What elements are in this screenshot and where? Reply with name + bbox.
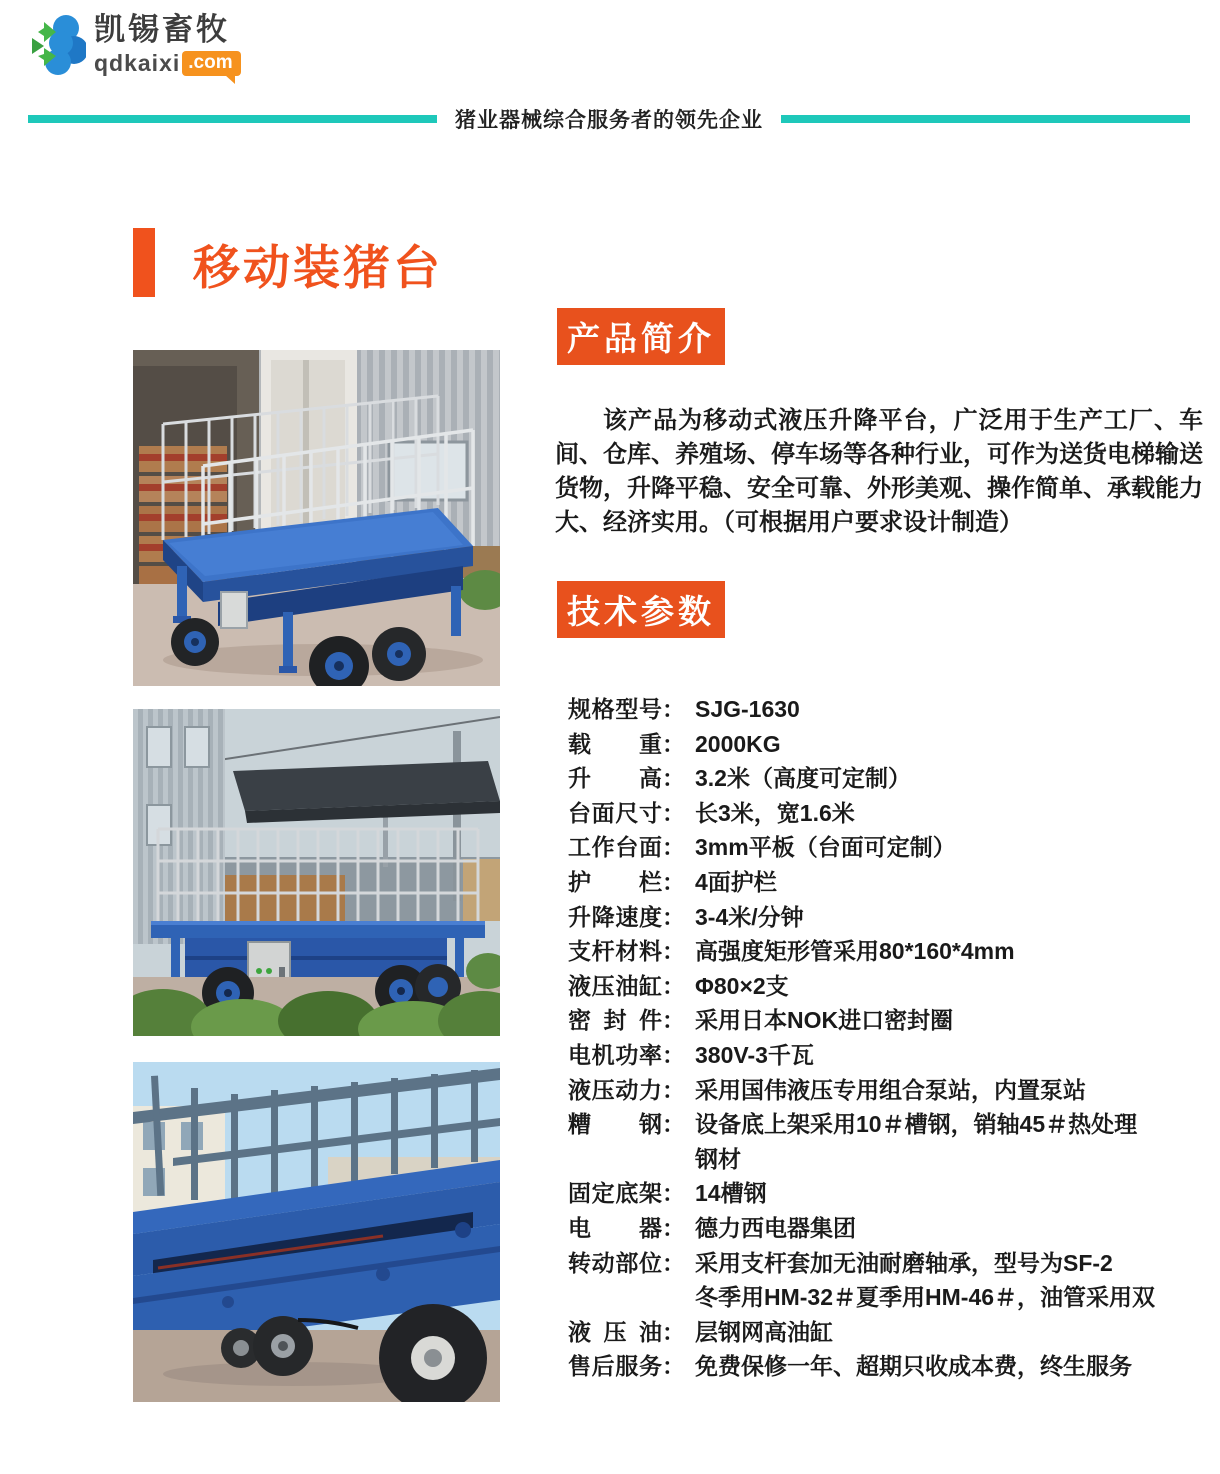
spec-colon: ：: [662, 696, 685, 722]
spec-label: 电机功率: [568, 1041, 662, 1068]
page-title: 移动装猪台: [193, 241, 443, 294]
specs-section-heading: 技术参数: [557, 581, 725, 638]
brand-domain-row: [94, 50, 241, 77]
spec-value: [695, 727, 781, 762]
spec-value-line: 14槽钢: [695, 1180, 767, 1207]
spec-row: [568, 1003, 1200, 1038]
spec-row: [568, 1107, 1200, 1176]
spec-value-line: 2000KG: [695, 730, 781, 757]
spec-label: 护栏: [568, 868, 662, 895]
spec-value: [695, 1246, 1155, 1315]
spec-colon: ：: [662, 903, 685, 930]
spec-label: 规格型号: [568, 696, 662, 722]
spec-row: [568, 934, 1200, 969]
spec-row: [568, 692, 1200, 727]
spec-row: [568, 1315, 1200, 1350]
spec-value: [695, 900, 804, 935]
brand-tagline: 猪业器械综合服务者的领先企业: [455, 109, 763, 132]
spec-value-line: 冬季用HM-32＃夏季用HM-46＃，油管采用双: [695, 1284, 1156, 1311]
spec-value-line: 380V-3千瓦: [695, 1041, 814, 1068]
spec-value-line: 钢材: [695, 1145, 741, 1172]
warehouse-photo-illustration: [133, 350, 500, 686]
spec-colon: ：: [662, 1318, 685, 1345]
spec-value-line: 采用支杆套加无油耐磨轴承，型号为SF-2: [695, 1249, 1113, 1276]
spec-value: [695, 1349, 1132, 1384]
spec-value: [695, 969, 789, 1004]
chassis-photo-illustration: [133, 1062, 500, 1402]
spec-value-line: 4面护栏: [695, 868, 777, 895]
spec-colon: ：: [662, 765, 685, 792]
side-view-photo-illustration: [133, 709, 500, 1036]
spec-value-line: 层钢网高油缸: [695, 1318, 833, 1345]
domain-com-badge: .com: [182, 51, 240, 76]
spec-colon: ：: [662, 799, 685, 826]
spec-value-line: SJG-1630: [695, 696, 800, 722]
spec-value-line: 3mm平板（台面可定制）: [695, 834, 956, 861]
spec-colon: ：: [662, 1214, 685, 1241]
spec-colon: ：: [662, 868, 685, 895]
spec-value: [695, 1073, 1086, 1108]
spec-row: [568, 1349, 1200, 1384]
spec-value: [695, 796, 855, 831]
spec-row: [568, 1246, 1200, 1315]
spec-colon: ：: [662, 1180, 685, 1207]
spec-value: [695, 830, 956, 865]
brand-logo: [30, 12, 241, 77]
spec-label: 固定底架: [568, 1180, 662, 1207]
spec-label: 密封件: [568, 1007, 662, 1034]
spec-value-line: 长3米，宽1.6米: [695, 799, 855, 826]
product-photo-side-view: [133, 709, 500, 1036]
logo-text-block: [94, 12, 241, 77]
spec-row: [568, 900, 1200, 935]
spec-row: [568, 796, 1200, 831]
spec-value: [695, 1038, 814, 1073]
spec-colon: ：: [662, 1249, 685, 1276]
spec-value: [695, 761, 911, 796]
spec-row: [568, 727, 1200, 762]
intro-section-heading: 产品简介: [557, 308, 725, 365]
header-divider: [28, 104, 1190, 134]
spec-colon: ：: [662, 1007, 685, 1034]
spec-list: [568, 692, 1200, 1384]
spec-row: [568, 1038, 1200, 1073]
spec-colon: ：: [662, 834, 685, 861]
spec-row: [568, 1211, 1200, 1246]
brand-name: 凯锡畜牧: [94, 12, 230, 47]
spec-row: [568, 969, 1200, 1004]
spec-value-line: 设备底上架采用10＃槽钢，销轴45＃热处理: [695, 1111, 1138, 1138]
spec-row: [568, 830, 1200, 865]
spec-colon: ：: [662, 1111, 685, 1138]
divider-bar-right: [781, 115, 1190, 123]
spec-value: [695, 1003, 953, 1038]
spec-value-line: 采用国伟液压专用组合泵站，内置泵站: [695, 1076, 1086, 1103]
spec-value-line: 免费保修一年、超期只收成本费，终生服务: [695, 1353, 1132, 1380]
spec-colon: ：: [662, 972, 685, 999]
spec-value-line: 采用日本NOK进口密封圈: [695, 1007, 954, 1034]
spec-row: [568, 1073, 1200, 1108]
spec-value-line: Φ80×2支: [695, 972, 789, 999]
spec-value: [695, 1315, 833, 1350]
spec-label: 工作台面: [568, 834, 662, 861]
spec-label: 升降速度: [568, 903, 662, 930]
intro-paragraph: 该产品为移动式液压升降平台，广泛用于生产工厂、车间、仓库、养殖场、停车场等各种行业，可作为送货电梯输送货物，升降平稳、安全可靠、外形美观、操作简单、承载能力大、经济实用。（可根据用户要求设计制造）: [555, 407, 1203, 536]
product-photo-chassis-closeup: [133, 1062, 500, 1402]
spec-label: 液压油: [568, 1318, 662, 1345]
spec-label: 液压动力: [568, 1076, 662, 1103]
spec-value: [695, 1107, 1137, 1176]
spec-label: 升高: [568, 765, 662, 792]
spec-colon: ：: [662, 1353, 685, 1380]
spec-label: 糟钢: [568, 1111, 662, 1138]
spec-colon: ：: [662, 938, 685, 965]
spec-value: [695, 692, 800, 727]
spec-value: [695, 1211, 856, 1246]
clover-logo-icon: [30, 12, 86, 76]
spec-label: 售后服务: [568, 1353, 662, 1380]
spec-colon: ：: [662, 730, 685, 757]
spec-label: 液压油缸: [568, 972, 662, 999]
spec-value: [695, 934, 1015, 969]
brand-domain: qdkaixi: [94, 50, 181, 76]
product-photo-warehouse: [133, 350, 500, 686]
divider-bar-left: [28, 115, 437, 123]
spec-value-line: 德力西电器集团: [695, 1214, 856, 1241]
spec-row: [568, 865, 1200, 900]
title-accent-bar: [133, 228, 155, 297]
spec-label: 支杆材料: [568, 938, 662, 965]
spec-row: [568, 1176, 1200, 1211]
spec-value-line: 3.2米（高度可定制）: [695, 765, 911, 792]
spec-value: [695, 865, 777, 900]
spec-value-line: 高强度矩形管采用80*160*4mm: [695, 938, 1015, 965]
spec-label: 电器: [568, 1214, 662, 1241]
spec-label: 台面尺寸: [568, 799, 662, 826]
spec-colon: ：: [662, 1041, 685, 1068]
spec-value: [695, 1176, 767, 1211]
spec-colon: ：: [662, 1076, 685, 1103]
spec-label: 载重: [568, 730, 662, 757]
spec-value-line: 3-4米/分钟: [695, 903, 804, 930]
spec-row: [568, 761, 1200, 796]
spec-label: 转动部位: [568, 1249, 662, 1276]
